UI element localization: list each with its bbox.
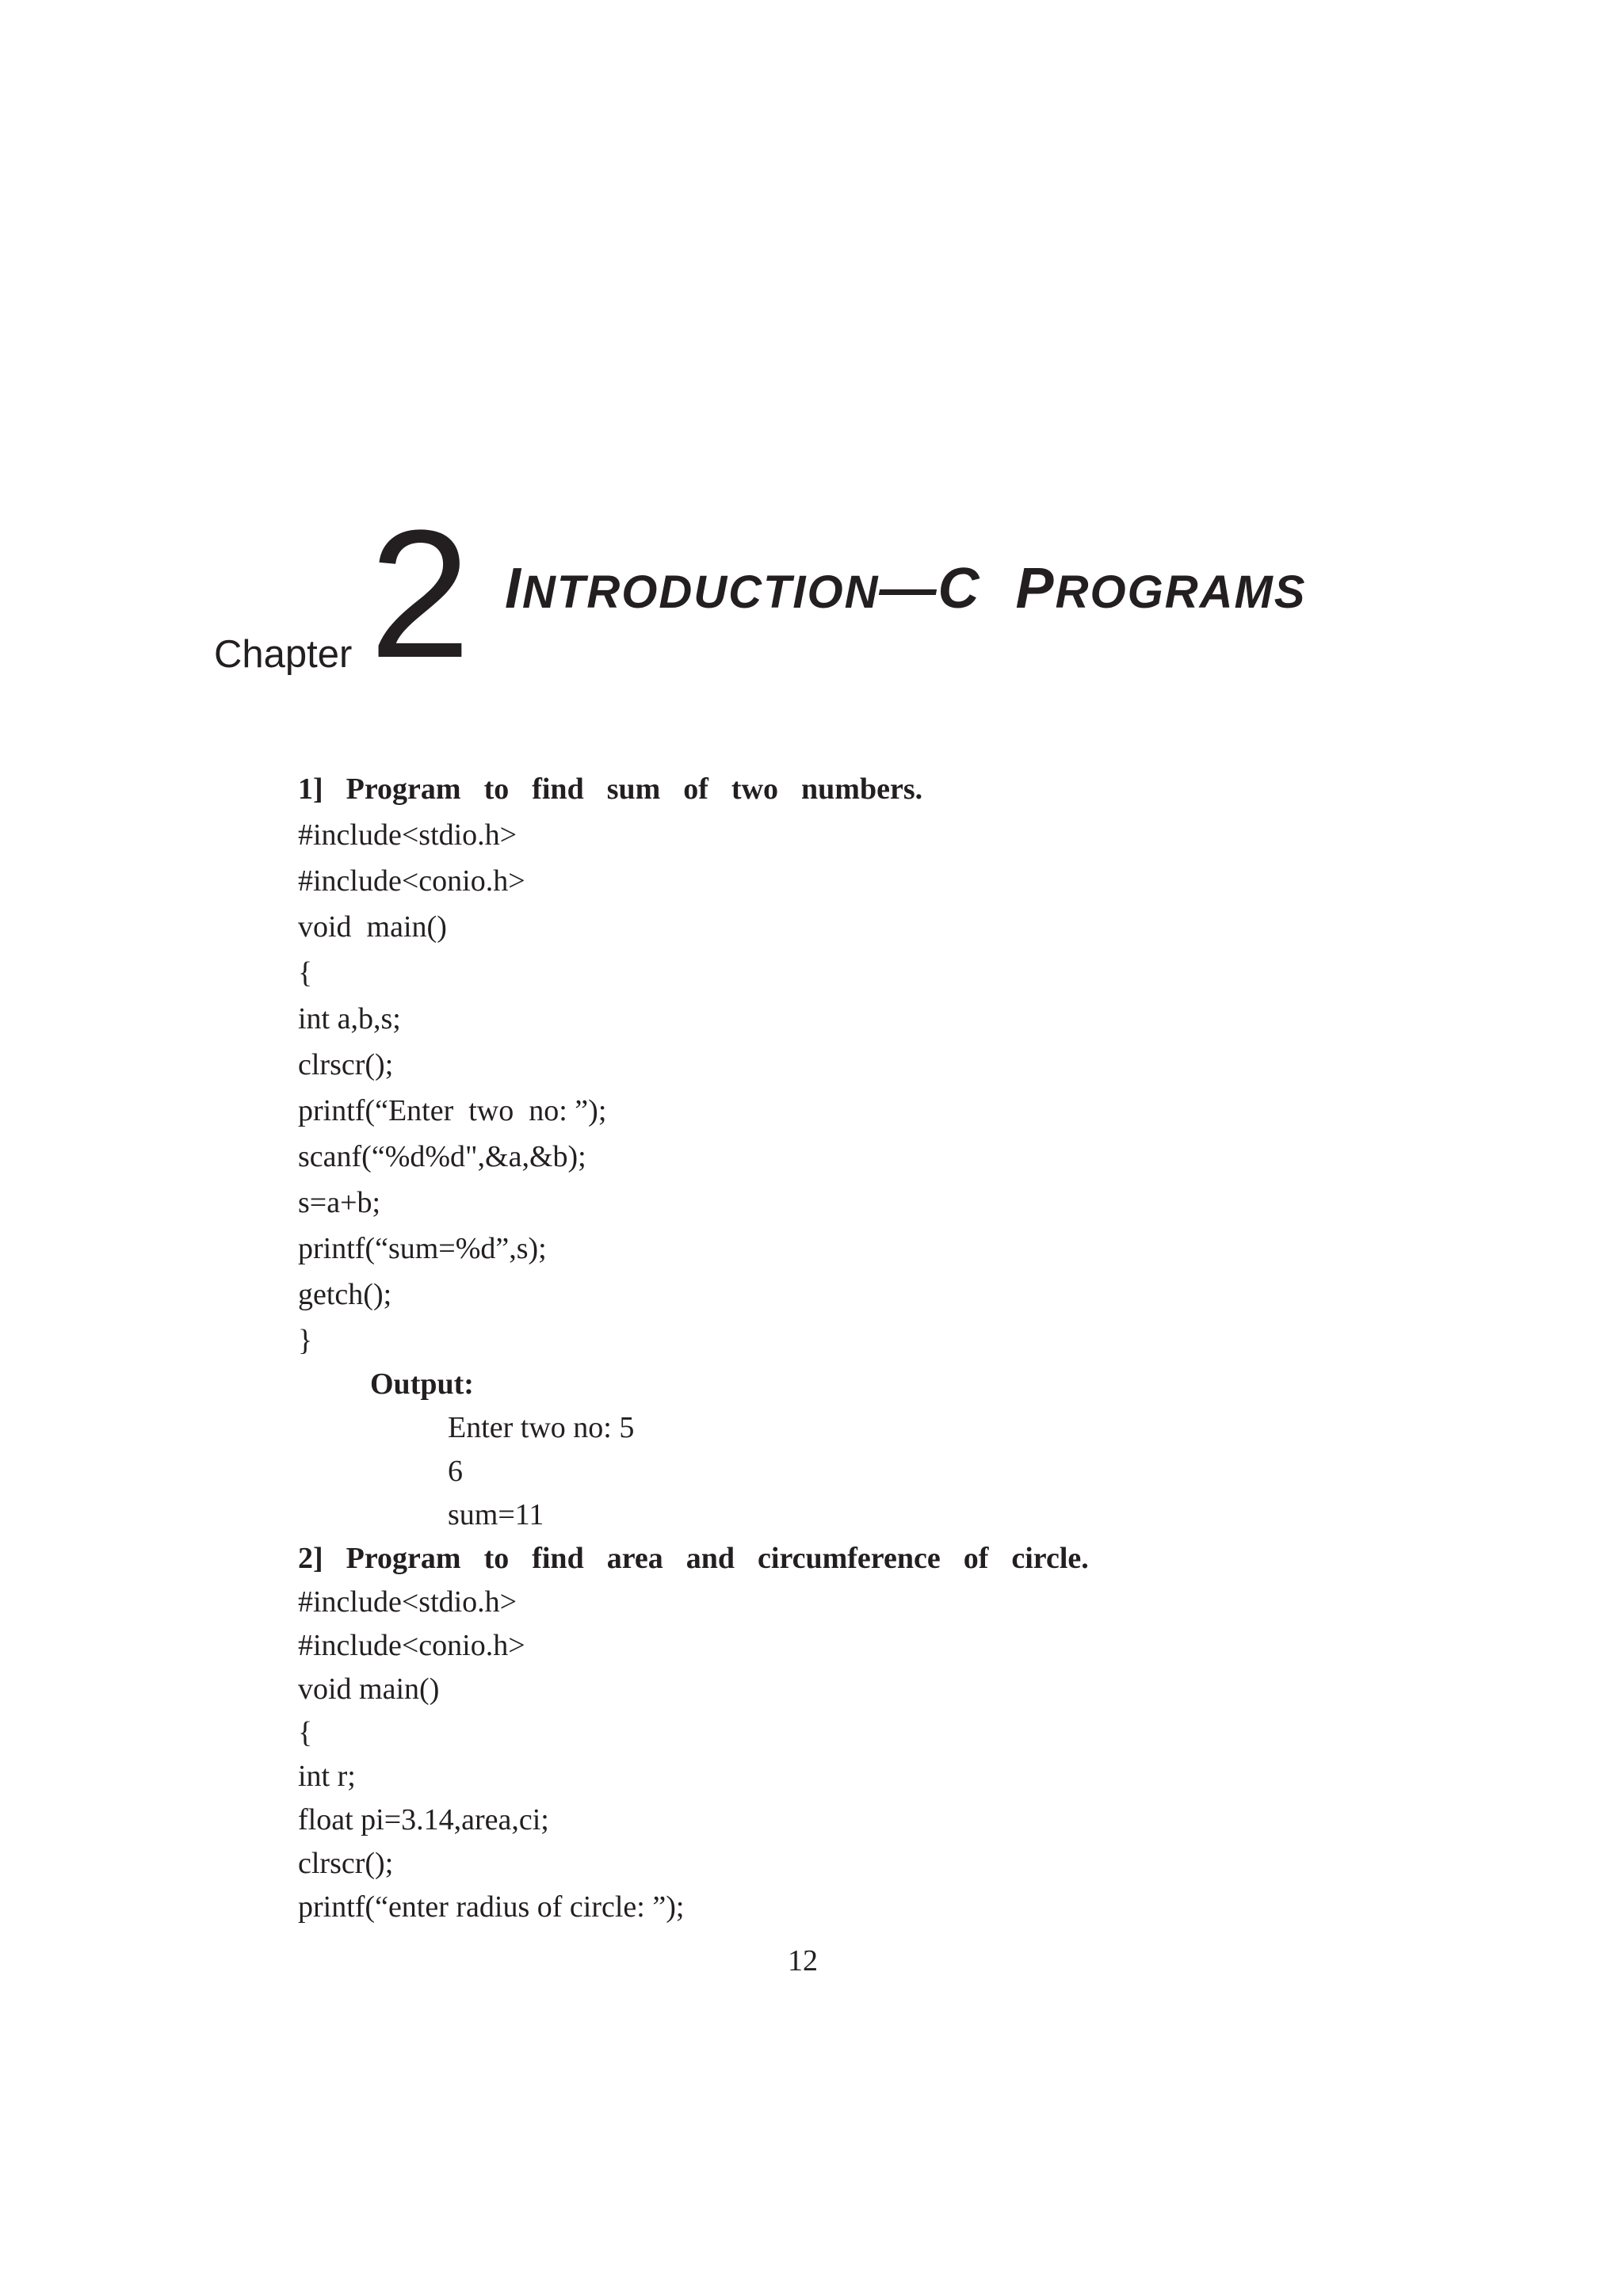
page-number: 12: [788, 1944, 818, 1978]
chapter-title-part: P: [1015, 557, 1056, 620]
code-line: int r;: [298, 1760, 356, 1793]
code-line: #include<conio.h>: [298, 864, 525, 898]
chapter-title-part: ROGRAMS: [1055, 566, 1307, 618]
chapter-title-part: —C: [879, 557, 1016, 620]
chapter-number: 2: [369, 492, 468, 696]
code-line: #include<stdio.h>: [298, 818, 517, 852]
program2-heading: 2] Program to find area and circumference of circle.: [298, 1542, 1089, 1575]
code-line: {: [298, 1716, 313, 1749]
code-line: #include<stdio.h>: [298, 1585, 517, 1619]
code-line: int a,b,s;: [298, 1002, 401, 1035]
code-line: printf(“sum=%d”,s);: [298, 1232, 547, 1265]
code-line: {: [298, 956, 313, 990]
code-line: printf(“Enter two no: ”);: [298, 1094, 607, 1127]
code-line: s=a+b;: [298, 1186, 381, 1219]
program1-heading: 1] Program to find sum of two numbers.: [298, 772, 923, 806]
code-line: clrscr();: [298, 1048, 394, 1081]
chapter-title: [505, 553, 1306, 628]
code-line: void main(): [298, 910, 447, 944]
code-line: scanf(“%d%d",&a,&b);: [298, 1140, 586, 1173]
chapter-title-part: I: [505, 557, 523, 620]
output-line: 6: [448, 1455, 463, 1488]
code-line: getch();: [298, 1278, 392, 1311]
code-line: printf(“enter radius of circle: ”);: [298, 1890, 685, 1924]
output-line: Enter two no: 5: [448, 1411, 635, 1444]
code-line: #include<conio.h>: [298, 1629, 525, 1662]
chapter-title-part: NTRODUCTION: [522, 566, 880, 618]
code-line: }: [298, 1324, 313, 1357]
chapter-label: Chapter: [214, 633, 353, 676]
code-line: void main(): [298, 1672, 440, 1706]
output-label: Output:: [370, 1367, 474, 1401]
code-line: clrscr();: [298, 1847, 394, 1880]
code-line: float pi=3.14,area,ci;: [298, 1803, 549, 1836]
output-line: sum=11: [448, 1498, 544, 1531]
